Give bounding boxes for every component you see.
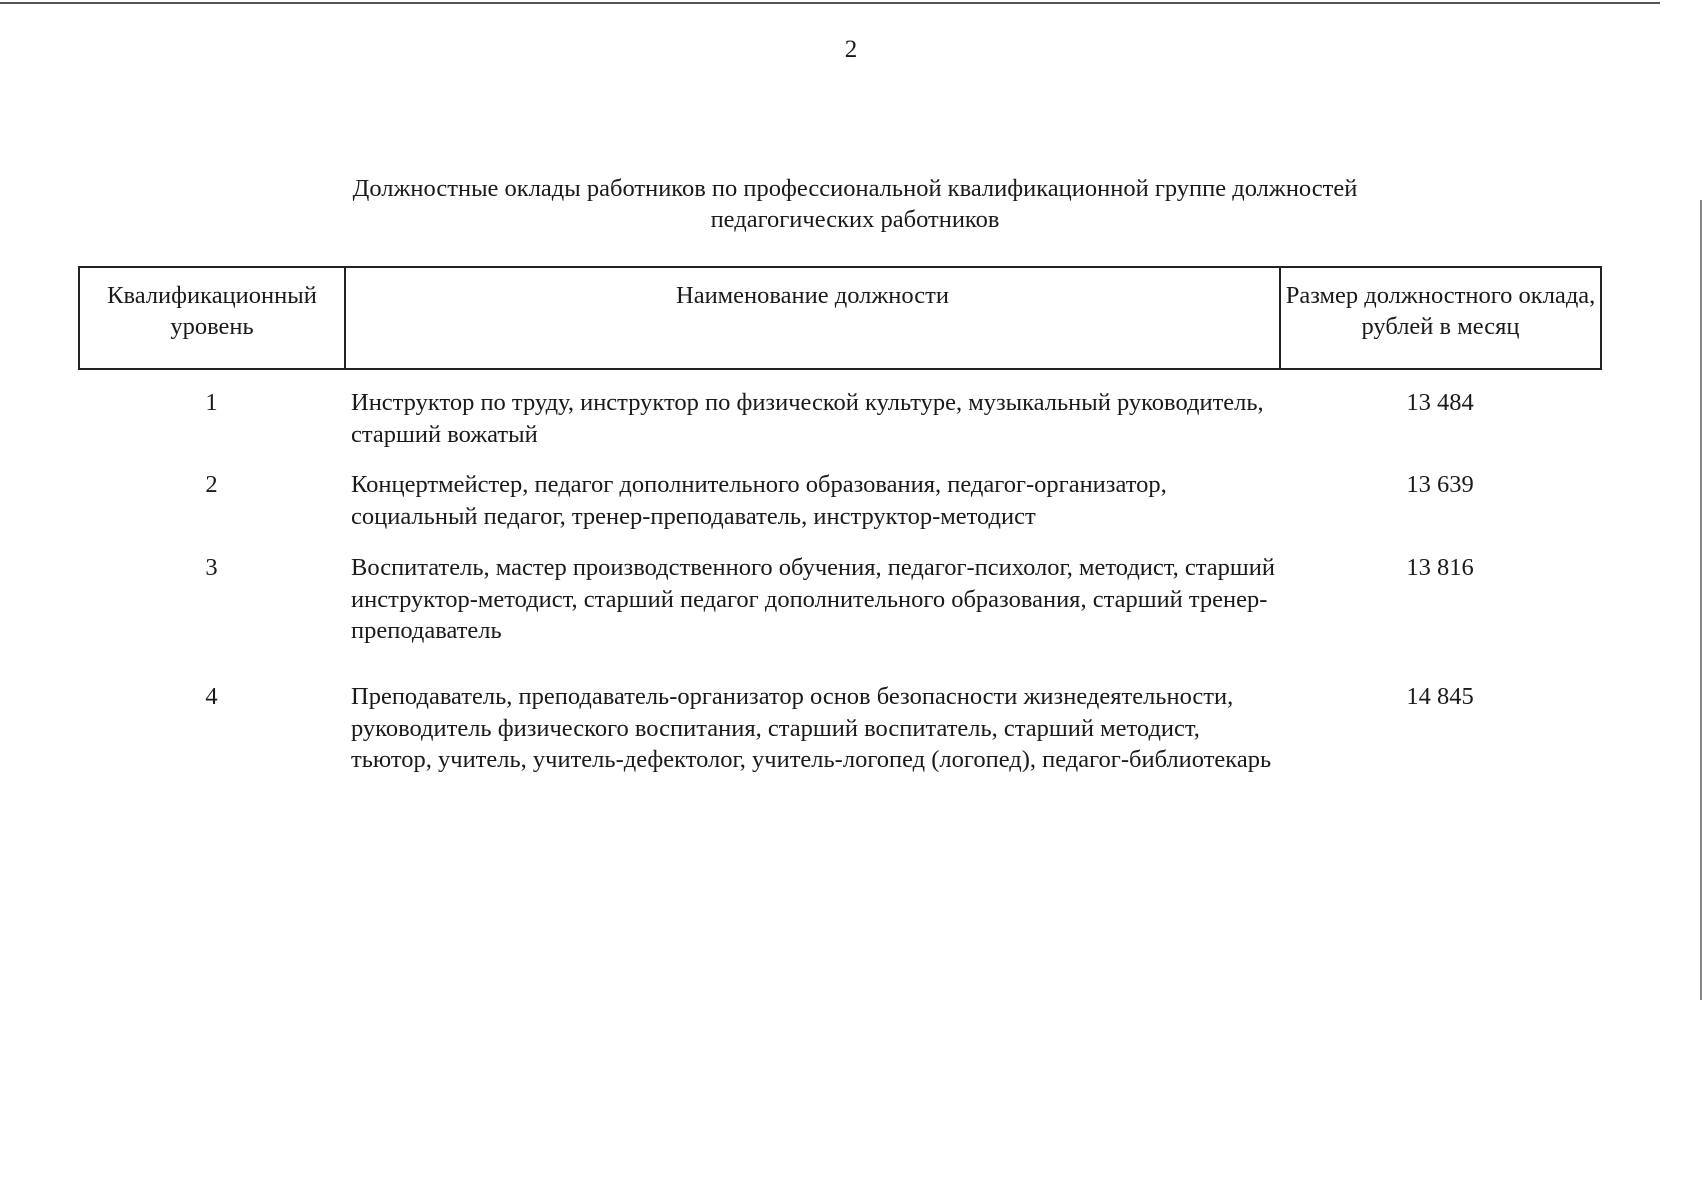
row-position-name: Инструктор по труду, инструктор по физической культуре, музыкальный руководитель, старший вожатый [351, 389, 1264, 448]
row-level: 1 [205, 389, 218, 416]
row-position-name: Воспитатель, мастер производственного обучения, педагог-психолог, методист, старший инструктор-методист, старший педагог дополнительного образования, старший тренер-преподаватель [351, 554, 1275, 644]
header-salary: Размер должностного оклада, рублей в месяц [1280, 267, 1601, 369]
table-header-row [79, 267, 1601, 369]
table-row [79, 455, 1601, 537]
document-title [200, 173, 1510, 235]
row-level: 3 [205, 554, 218, 581]
row-position-name: Преподаватель, преподаватель-организатор основ безопасности жизнедеятельности, руководитель физического воспитания, старший воспитатель, старший методист, тьютор, учитель, учитель-дефектолог, учитель-логопед (логопед), педагог-библиотекарь [351, 683, 1272, 773]
document-title-line-1: Должностные оклады работников по профессиональной квалификационной группе должностей [352, 175, 1358, 202]
row-salary: 13 816 [1406, 554, 1474, 581]
row-salary: 13 484 [1406, 389, 1474, 416]
table-row [79, 537, 1601, 681]
document-title-line-2: педагогических работников [710, 206, 1000, 233]
header-position-name: Наименование должности [345, 267, 1280, 369]
row-level: 2 [205, 471, 218, 498]
top-border-line [0, 2, 1660, 4]
salary-table [78, 266, 1602, 822]
page-number: 2 [844, 36, 858, 63]
table-row [79, 681, 1601, 822]
row-level: 4 [205, 683, 218, 710]
row-position-name: Концертмейстер, педагог дополнительного образования, педагог-организатор, социальный педагог, тренер-преподаватель, инструктор-методист [351, 471, 1167, 530]
row-salary: 13 639 [1406, 471, 1474, 498]
table-row [79, 369, 1601, 455]
row-salary: 14 845 [1406, 683, 1474, 710]
header-level: Квалификационный уровень [79, 267, 345, 369]
